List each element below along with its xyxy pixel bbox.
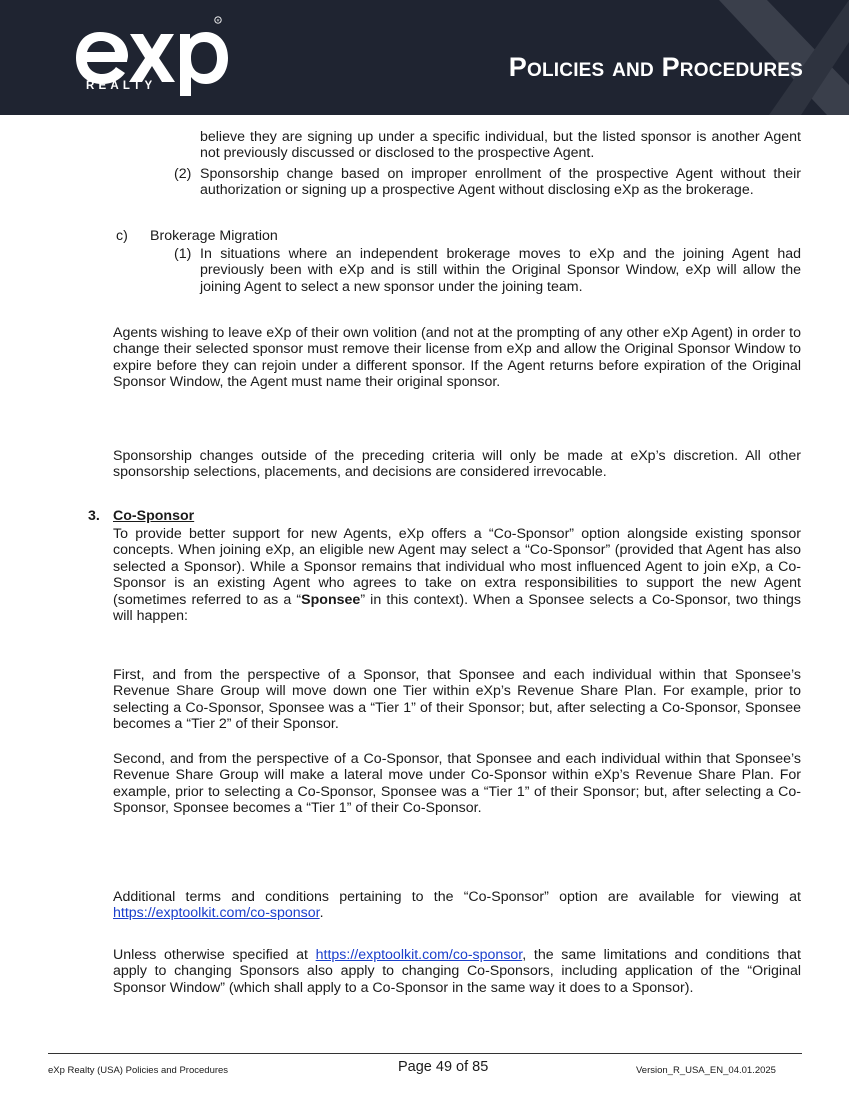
additional-text-a: Additional terms and conditions pertaining to the “Co-Sponsor” option are available for viewing at bbox=[113, 889, 801, 905]
footer-divider bbox=[48, 1053, 802, 1054]
paragraph-additional-terms bbox=[113, 889, 801, 922]
co-sponsor-link[interactable]: https://exptoolkit.com/co-sponsor bbox=[113, 905, 320, 922]
paragraph-discretion: Sponsorship changes outside of the preceding criteria will only be made at eXp’s discretion. All other sponsorship selections, placements, and decisions are considered irrevocable. bbox=[113, 448, 801, 481]
sponsee-term: Sponsee bbox=[301, 591, 361, 608]
paragraph-leave-exp: Agents wishing to leave eXp of their own volition (and not at the prompting of any other eXp Agent) in order to change their selected sponsor must remove their license from eXp and allow the Original Sponsor Window to expire before they can rejoin under a different sponsor. If the Agent returns before expiration of the Original Sponsor Window, the Agent must name their original sponsor. bbox=[113, 325, 801, 391]
footer-document-name: eXp Realty (USA) Policies and Procedures bbox=[48, 1065, 229, 1076]
section-3-heading bbox=[88, 508, 195, 524]
section-number: 3. bbox=[88, 508, 100, 524]
paragraph-second: Second, and from the perspective of a Co-Sponsor, that Sponsee and each individual within that Sponsee’s Revenue Share Group will make a lateral move under Co-Sponsor within eXp’s Revenue Share Plan. For example, prior to selecting a Co-Sponsor, Sponsee was a “Tier 1” of their Sponsor; but, after selecting a Co-Sponsor, Sponsee becomes a “Tier 1” of their Co-Sponsor. bbox=[113, 751, 801, 817]
list-number-c1: (1) bbox=[174, 246, 192, 262]
additional-text-b: . bbox=[319, 905, 324, 922]
paragraph-unless bbox=[113, 947, 801, 996]
section-title: Co-Sponsor bbox=[113, 508, 195, 524]
unless-text-a: Unless otherwise specified at bbox=[113, 947, 316, 963]
intro-text-a: To provide better support for new Agents, eXp offers a “Co-Sponsor” option alongside existing sponsor concepts. When joining eXp, an eligible new Agent may select a “Co-Sponsor” (provided that Agent has also selected a Sponsor). While a Sponsor remains that individual who most influenced Agent to join eXp, a Co-Sponsor is an existing Agent who agrees to take on extra responsibilities to support the new Agent (sometimes referred to as a “ bbox=[113, 526, 801, 608]
logo-subtitle: REALTY bbox=[86, 80, 157, 92]
list-label-c: c) bbox=[116, 228, 128, 244]
paragraph-b2: Sponsorship change based on improper enrollment of the prospective Agent without their authorization or signing up a prospective Agent without disclosing eXp as the brokerage. bbox=[200, 166, 801, 199]
exp-realty-logo bbox=[72, 14, 232, 105]
svg-text:R: R bbox=[216, 17, 220, 23]
co-sponsor-link-2[interactable]: https://exptoolkit.com/co-sponsor bbox=[315, 947, 523, 963]
footer-page-number: Page 49 of 85 bbox=[398, 1059, 489, 1075]
paragraph-c1: In situations where an independent brokerage moves to eXp and the joining Agent had previously been with eXp and is still within the Original Sponsor Window, eXp will allow the joining Agent to select a new sponsor under the joining team. bbox=[200, 246, 801, 295]
heading-brokerage-migration: Brokerage Migration bbox=[150, 228, 278, 244]
paragraph-co-sponsor-intro bbox=[113, 526, 801, 624]
unless-text-b: , the same limitations and conditions that apply to changing Sponsors also apply to changing Co-Sponsors, including application of the “Original Sponsor Window” (which shall apply to a Co-Sponsor in the same way it does to a Sponsor). bbox=[113, 947, 801, 996]
intro-text-b: ” in this context). When a Sponsee selects a Co-Sponsor, two things will happen: bbox=[113, 591, 801, 625]
paragraph-continued-b1: believe they are signing up under a specific individual, but the listed sponsor is another Agent not previously discussed or disclosed to the prospective Agent. bbox=[200, 129, 801, 162]
page-header bbox=[0, 0, 849, 115]
footer-version: Version_R_USA_EN_04.01.2025 bbox=[636, 1065, 776, 1076]
paragraph-first: First, and from the perspective of a Sponsor, that Sponsee and each individual within that Sponsee’s Revenue Share Group will move down one Tier within eXp’s Revenue Share Plan. For example, prior to selecting a Co-Sponsor, Sponsee was a “Tier 1” of their Sponsor; but, after selecting a Co-Sponsor, Sponsee becomes a “Tier 2” of their Sponsor. bbox=[113, 667, 801, 733]
list-number-b2: (2) bbox=[174, 166, 192, 182]
page-title: Policies and Procedures bbox=[508, 52, 803, 82]
